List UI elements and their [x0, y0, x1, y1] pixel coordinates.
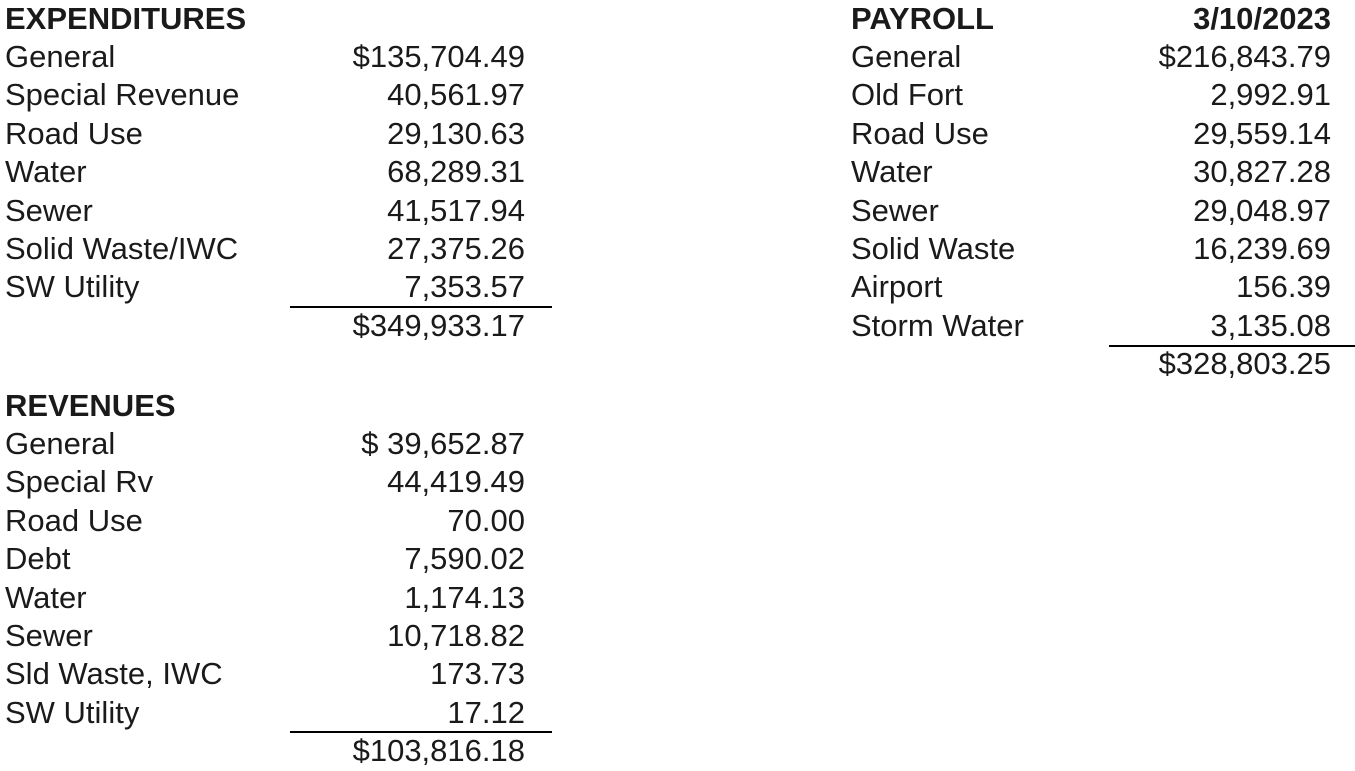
payroll-total: $328,803.25	[1158, 346, 1331, 382]
expenditure-label: Special Revenue	[5, 77, 240, 113]
expenditure-label: SW Utility	[5, 269, 140, 305]
payroll-row	[851, 153, 1331, 191]
expenditures-heading: EXPENDITURES	[5, 1, 247, 36]
expenditure-amount: 40,561.97	[387, 77, 525, 113]
payroll-date: 3/10/2023	[1193, 1, 1331, 36]
expenditure-row	[5, 268, 565, 306]
expenditure-amount: 27,375.26	[387, 230, 525, 266]
payroll-row	[851, 230, 1331, 268]
payroll-row	[851, 192, 1331, 230]
payroll-row	[851, 115, 1331, 153]
payroll-amount: 3,135.08	[1210, 307, 1331, 343]
expenditure-amount: $135,704.49	[352, 39, 525, 74]
revenue-row	[5, 540, 565, 578]
revenue-label: Sewer	[5, 617, 93, 653]
revenue-row	[5, 617, 565, 655]
expenditure-label: Solid Waste/IWC	[5, 230, 239, 266]
revenue-amount: 44,419.49	[387, 464, 525, 500]
revenue-row	[5, 694, 565, 732]
expenditure-amount: 68,289.31	[387, 154, 525, 190]
payroll-amount: 2,992.91	[1210, 77, 1331, 113]
payroll-label: Storm Water	[851, 307, 1024, 343]
revenue-amount: 70.00	[447, 502, 525, 538]
revenue-row	[5, 502, 565, 540]
payroll-label: Solid Waste	[851, 230, 1016, 266]
revenue-label: Sld Waste, IWC	[5, 656, 223, 692]
revenues-total: $103,816.18	[352, 733, 525, 769]
expenditure-row	[5, 76, 565, 114]
revenue-row	[5, 463, 565, 501]
payroll-amount: 30,827.28	[1193, 154, 1331, 190]
revenue-label: Special Rv	[5, 464, 154, 500]
revenues-heading: REVENUES	[5, 388, 176, 423]
revenue-row	[5, 655, 565, 693]
payroll-amount: 29,048.97	[1193, 192, 1331, 228]
payroll-total-row	[851, 345, 1331, 383]
payroll-label: Road Use	[851, 115, 989, 151]
revenue-amount: $ 39,652.87	[361, 426, 525, 461]
expenditure-label: General	[5, 39, 116, 74]
payroll-label: Airport	[851, 269, 943, 305]
expenditures-total: $349,933.17	[352, 307, 525, 343]
revenue-row	[5, 425, 565, 463]
revenue-label: Road Use	[5, 502, 143, 538]
revenue-amount: 7,590.02	[404, 541, 525, 577]
expenditure-amount: 29,130.63	[387, 115, 525, 151]
payroll-label: Water	[851, 154, 933, 190]
revenues-section	[5, 387, 565, 771]
payroll-row	[851, 268, 1331, 306]
payroll-label: Old Fort	[851, 77, 963, 113]
expenditure-row	[5, 192, 565, 230]
payroll-label: Sewer	[851, 192, 939, 228]
payroll-section	[851, 0, 1331, 384]
payroll-amount: 29,559.14	[1193, 115, 1331, 151]
payroll-row	[851, 38, 1331, 76]
expenditure-label: Road Use	[5, 115, 143, 151]
revenue-amount: 10,718.82	[387, 617, 525, 653]
expenditures-total-row	[5, 307, 565, 345]
revenue-row	[5, 579, 565, 617]
payroll-label: General	[851, 39, 962, 74]
revenue-amount: 17.12	[447, 694, 525, 730]
payroll-amount: $216,843.79	[1158, 39, 1331, 74]
revenue-label: SW Utility	[5, 694, 140, 730]
revenue-label: Debt	[5, 541, 71, 577]
revenue-label: General	[5, 426, 116, 461]
expenditure-amount: 41,517.94	[387, 192, 525, 228]
revenue-amount: 1,174.13	[404, 579, 525, 615]
payroll-heading: PAYROLL	[851, 1, 994, 36]
expenditure-row	[5, 38, 565, 76]
payroll-row	[851, 307, 1331, 345]
expenditure-label: Water	[5, 154, 87, 190]
expenditure-row	[5, 115, 565, 153]
payroll-row	[851, 76, 1331, 114]
revenues-total-row	[5, 732, 565, 770]
expenditure-label: Sewer	[5, 192, 93, 228]
expenditure-row	[5, 153, 565, 191]
payroll-amount: 156.39	[1236, 269, 1331, 305]
payroll-amount: 16,239.69	[1193, 230, 1331, 266]
expenditure-amount: 7,353.57	[404, 269, 525, 305]
revenue-amount: 173.73	[430, 656, 525, 692]
expenditures-section	[5, 0, 565, 345]
expenditure-row	[5, 230, 565, 268]
revenue-label: Water	[5, 579, 87, 615]
